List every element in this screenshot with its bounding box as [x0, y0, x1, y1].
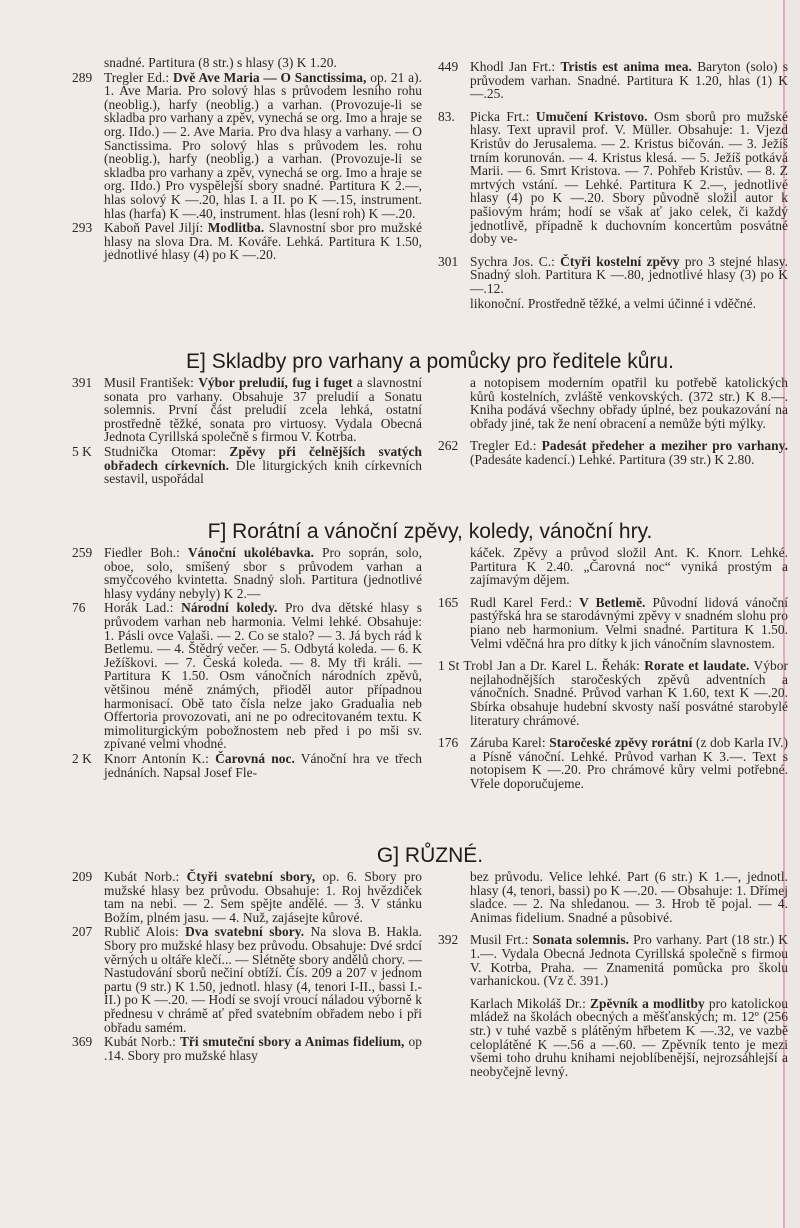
catalogue-number: 369: [72, 1034, 93, 1050]
catalogue-entry: [438, 60, 788, 101]
catalogue-entry-continuation: [72, 56, 422, 70]
entry-description: Vánoční hra ve třech jednáních. Napsal Josef Fle-: [104, 750, 422, 780]
entry-description: Slavnostní sbor pro mužské hlasy na slova Dra. M. Kováře. Lehká. Partitura K 1.50, jednotlivé hlasy (4) po K —.20.: [104, 220, 423, 263]
section-heading-f: F] Rorátní a vánoční zpěvy, koledy, vánoční hry.: [207, 520, 653, 543]
section-heading-g: G] RŮZNÉ.: [376, 844, 484, 867]
entry-description: pro katolickou mládež na školách obecných a měšťanských; m. 12º (256 str.) v tuhé vazbě s plátěným hřbetem K —.32, ve vazbě celoplátěné K —.56 a —.60. — Zpěvník tento je mezi všemi toho druhu knihami nejoblíbenější, nejrozsáhlejší a neobyčejně levný.: [470, 995, 788, 1079]
entry-description: Pro soprán, solo, oboe, solo, smíšený sbor s průvodem varhan a smyčcového kvintetta. Snadný sloh. Partitura (jednotlivé hlasy vydány nebyly) K 2.—: [104, 545, 422, 601]
entry-description: Výbor nejlahodnějších staročeských zpěvů adventních a vánočních. Snadné. Průvod varhan K 1.60, text K —.20. Sbírka obsahuje hudební skvosty naší posvátné starobylé literatury chrámové.: [470, 658, 788, 728]
catalogue-number: 5 K: [72, 443, 92, 459]
catalogue-entry: [438, 997, 788, 1079]
section-f-right-column: [438, 546, 788, 792]
catalogue-entry: [438, 110, 788, 246]
catalogue-entry: [72, 376, 422, 444]
entry-author: Horák Lad.:: [104, 600, 174, 616]
entry-title: Čtyři svatební sbory,: [186, 869, 316, 884]
catalogue-entry-continuation: [438, 546, 788, 587]
entry-description: likonoční. Prostředně těžké, a velmi účinné i vděčné.: [470, 295, 756, 311]
entry-description: op .14. Sbory pro mužské hlasy: [104, 1034, 423, 1063]
top-left-column: [72, 56, 422, 311]
entry-title: Rorate et laudate.: [644, 658, 750, 674]
entry-title: Padesát předeher a meziher pro varhany.: [541, 438, 788, 454]
section-e-left-column: [72, 376, 422, 487]
catalogue-entry: [72, 71, 422, 221]
catalogue-entry: [438, 596, 788, 650]
entry-author: Kaboň Pavel Jiljí:: [104, 220, 204, 236]
catalogue-number: 1 St: [438, 658, 460, 674]
catalogue-number: 76: [72, 600, 86, 616]
catalogue-entry: [72, 601, 422, 751]
entry-title: Umučení Kristovo.: [535, 108, 648, 124]
section-e: [72, 348, 788, 487]
entry-description: pro 3 stejné hlasy. Snadný sloh. Partitura K —.80, jednotlivé hlasy (3) po K —.12.: [470, 253, 788, 296]
top-right-column: [438, 56, 788, 311]
section-f: [72, 518, 788, 792]
entry-title: V Betlemě.: [579, 594, 646, 610]
entry-description: a slavnostní sonata pro varhany. Obsahuje 37 preludií a Sonatu solemnis. První část preludií zcela lehká, ostatní prostředně těžké, sonata pro virtuosy. Vydala Obecná Jednota Cyrillská společně s firmou V. Kotrba.: [104, 375, 422, 445]
section-heading-e: E] Skladby pro varhany a pomůcky pro ředitele kůru.: [186, 350, 674, 373]
entry-description: snadné. Partitura (8 str.) s hlasy (3) K 1.20.: [104, 55, 337, 70]
entry-title: Modlitba.: [207, 220, 265, 236]
catalogue-entry: [438, 933, 788, 987]
entry-title: Čtyři kostelní zpěvy: [560, 253, 680, 269]
entry-description: Původní lidová vánoční pastýřská hra se starodávnými zpěvy v snadném slohu pro piano neb harmonium. Velmi snadné. Partitura K 1.50. Velmi vděčná hra pro dítky k jich vánočním slavnostem.: [470, 594, 788, 651]
entry-author: Khodl Jan Frt.:: [470, 59, 556, 74]
entry-author: Kubát Norb.:: [104, 869, 180, 884]
entry-author: Rudl Karel Ferd.:: [470, 594, 573, 610]
entry-author: Kubát Norb.:: [104, 1034, 176, 1050]
entry-author: Tregler Ed.:: [470, 438, 537, 454]
entry-description: Dle liturgických knih církevních sestavil, uspořádal: [104, 457, 423, 487]
entry-author: Rublič Alois:: [104, 924, 179, 940]
entry-title: Zpěvník a modlitby: [590, 995, 705, 1011]
entry-author: Studnička Otomar:: [104, 443, 217, 459]
catalogue-number: 391: [72, 375, 93, 390]
entry-title: Čarovná noc.: [215, 750, 295, 766]
catalogue-number: 209: [72, 869, 93, 884]
entry-author: Knorr Antonín K.:: [104, 750, 209, 766]
entry-author: Sychra Jos. C.:: [470, 253, 555, 269]
entry-description: op. 21 a). 1. Ave Maria. Pro solový hlas s průvodem lesního rohu (neoblig.), harfy (neoblig.) a varhan. (Provozuje-li se skladba pro varhany a zpěv, vynechá se org. Imo a hraje se org. IIdo.) — 2. Ave Maria. Pro dva hlasy a varhany. — O Sanctissima. Pro solový hlas s průvodem les. rohu (neoblig.), harfy (neoblig.) a varhan. (Provozuje-li se skladba pro varhany a zpěv, vynechá se org. Imo a hraje se org. IIdo.) Pro vyspělejší sbory snadné. Partitura K 2.—, hlas solový K —.20, hlas I. a II. po K —.15, instrument. hlas (harfa) K —.40, instrument. hlas (lesní roh) K —.20.: [104, 69, 422, 221]
catalogue-number: 259: [72, 545, 93, 560]
entry-title: Zpěvy při čelnějších svatých obřadech církevních.: [104, 443, 422, 473]
catalogue-number: 176: [438, 735, 459, 751]
entry-title: Vánoční ukolébavka.: [187, 545, 314, 560]
entry-description: (Padesáte kadencí.) Lehké. Partitura (39 str.) K 2.80.: [470, 451, 755, 467]
catalogue-entry: [72, 221, 422, 262]
catalogue-entry: [72, 925, 422, 1034]
catalogue-entry: [72, 752, 422, 779]
entry-description: Na slova B. Hakla. Sbory pro mužské hlasy bez průvodu. Obsahuje: Dvé srdcí věrných u oltáře klečí... — Slétněte sbory andělů chory. — Nastudování sborů nečiní obtíží. Čís. 209 a 207 v jednom partu (9 str.) K 1.50, jednotl. hlasy (4, tenori I-II., bassi I.-II.) po K —.20. — Hodí se svojí vroucí náladou výborně k přednesu v chrámě ať před svatebním obřadem nebo i při obřadu samém.: [104, 924, 422, 1035]
catalogue-number: 83.: [438, 108, 455, 124]
catalogue-entry-continuation: [438, 297, 788, 311]
section-g-left-column: [72, 870, 422, 1079]
section-g-right-column: [438, 870, 788, 1079]
entry-description: Pro varhany. Part (18 str.) K 1.—. Vydala Obecná Jednota Cyrillská společně s firmou V. Kotrba, Praha. — Znamenitá pomůcka pro školu varhanickou. (Vz č. 391.): [470, 932, 788, 989]
catalogue-entry-continuation: [438, 870, 788, 924]
entry-author: Picka Frt.:: [470, 108, 530, 124]
entry-author: Trobl Jan a Dr. Karel L. Řehák:: [463, 658, 640, 674]
entry-title: Staročeské zpěvy rorátní: [549, 735, 693, 751]
entry-description: op. 6. Sbory pro mužské hlasy bez průvodu. Obsahuje: 1. Roj hvězdiček tam na nebi. — 2. Sem spějte andělé. — 3. V stánku Božím, plném jasu. — 4. Nuž, zajásejte kůrové.: [104, 869, 422, 925]
entry-description: a notopisem moderním opatřil ku potřebě katolických kůrů kostelních, zvláště venkovských. (372 str.) K 8.—. Kniha podává všechny obřady úplné, bez poukazování na obřady jiné, tak že není obracení a nemůže býti mýlky.: [470, 375, 788, 431]
catalogue-number: 293: [72, 220, 93, 236]
entry-title: Dvě Ave Maria — O Sanctissima,: [172, 69, 367, 85]
catalogue-entry: [72, 1035, 422, 1062]
section-g: [72, 842, 788, 1079]
catalogue-number: 207: [72, 924, 93, 940]
entry-author: Musil Frt.:: [470, 932, 529, 948]
entry-author: Fiedler Boh.:: [104, 545, 180, 560]
entry-description: Pro dva dětské hlasy s průvodem varhan neb harmonia. Velmi lehké. Obsahuje: 1. Pásli ovce Valaši. — 2. Co se stalo? — 3. Já bych rád k Betlemu. — 4. Štědrý večer. — 5. Odbytá koleda. — 6. K Ježíškovi. — 7. Česká koleda. — 8. My tři králi. — Partitura K 1.50. Osm vánočních národních zpěvů, většinou méně známých, přioděl autor případnou harmonisací. Obě tato čísla nelze jako Gradualia neb Offertoria provozovati, ani ne po odrecitovaném textu. K mimoliturgickým pobožnostem neb před i po mši sv. zpívané velmi vhodné.: [104, 600, 422, 752]
entry-author: Záruba Karel:: [470, 735, 546, 751]
catalogue-entry: [438, 736, 788, 790]
entry-title: Sonata solemnis.: [532, 932, 630, 948]
section-f-left-column: [72, 546, 422, 792]
entry-title: Tristis est anima mea.: [560, 59, 692, 74]
section-e-right-column: [438, 376, 788, 487]
entry-description: káček. Zpěvy a průvod složil Ant. K. Knorr. Lehké. Partitura K 2.40. „Čarovná noc“ vyniká prostým a zajímavým dějem.: [470, 545, 788, 588]
catalogue-entry: [72, 546, 422, 600]
top-section: [72, 56, 788, 311]
entry-title: Národní koledy.: [181, 600, 278, 616]
entry-title: Dva svatební sbory.: [185, 924, 305, 940]
catalogue-entry: [438, 255, 788, 296]
catalogue-number: 301: [438, 253, 459, 269]
catalogue-number: 449: [438, 59, 459, 74]
entry-author: Karlach Mikoláš Dr.:: [470, 995, 586, 1011]
entry-title: Tři smuteční sbory a Animas fidelium,: [179, 1034, 405, 1050]
catalogue-entry: [72, 870, 422, 924]
entry-description: bez průvodu. Velice lehké. Part (6 str.) K 1.—, jednotl. hlasy (4, tenori, bassi) po K —.20. — Obsahuje: 1. Dřímej sladce. — 2. Na shledanou. — 3. Hrob tě pojal. — 4. Animas fidelium. Snadné a působivé.: [470, 869, 788, 925]
catalogue-number: 262: [438, 438, 459, 454]
catalogue-entry: [438, 439, 788, 466]
catalogue-number: 289: [72, 69, 93, 85]
entry-description: Osm sborů pro mužské hlasy. Text upravil prof. V. Müller. Obsahuje: 1. Vjezd Kristův do Jerusalema. — 2. Kristus bičován. — 3. Ježíš trním korunován. — 4. Kristus klesá. — 5. Ježíš potkává Marii. — 6. Smrt Kristova. — 7. Pohřeb Kristův. — 8. Z mrtvých vstání. — Lehké. Partitura K 2.—, jednotlivé hlasy (4) po K —.20. Sbory původně složil autor k pašiovým hrám; hodí se však ať jako celek, či každý jednotlivě, případně k duchovním koncertům posvátné doby ve-: [470, 108, 788, 247]
catalogue-entry: [438, 659, 788, 727]
catalogue-entry-continuation: [438, 376, 788, 430]
entry-description: (z dob Karla IV.) a Písně vánoční. Lehké. Průvod varhan K 3.—. Text s notopisem K —.20. Pro chrámové kůry velmi potřebné. Vřele doporučujeme.: [470, 735, 789, 791]
entry-description: Baryton (solo) s průvodem varhan. Snadné. Partitura K 1.20, hlas (1) K —.25.: [470, 59, 789, 102]
entry-title: Výbor preludií, fug i fuget: [198, 375, 353, 390]
catalogue-number: 2 K: [72, 750, 92, 766]
catalogue-number: 165: [438, 594, 459, 610]
entry-author: Musil František:: [104, 375, 194, 390]
catalogue-entry: [72, 445, 422, 486]
entry-author: Tregler Ed.:: [104, 69, 170, 85]
catalogue-number: 392: [438, 932, 459, 948]
